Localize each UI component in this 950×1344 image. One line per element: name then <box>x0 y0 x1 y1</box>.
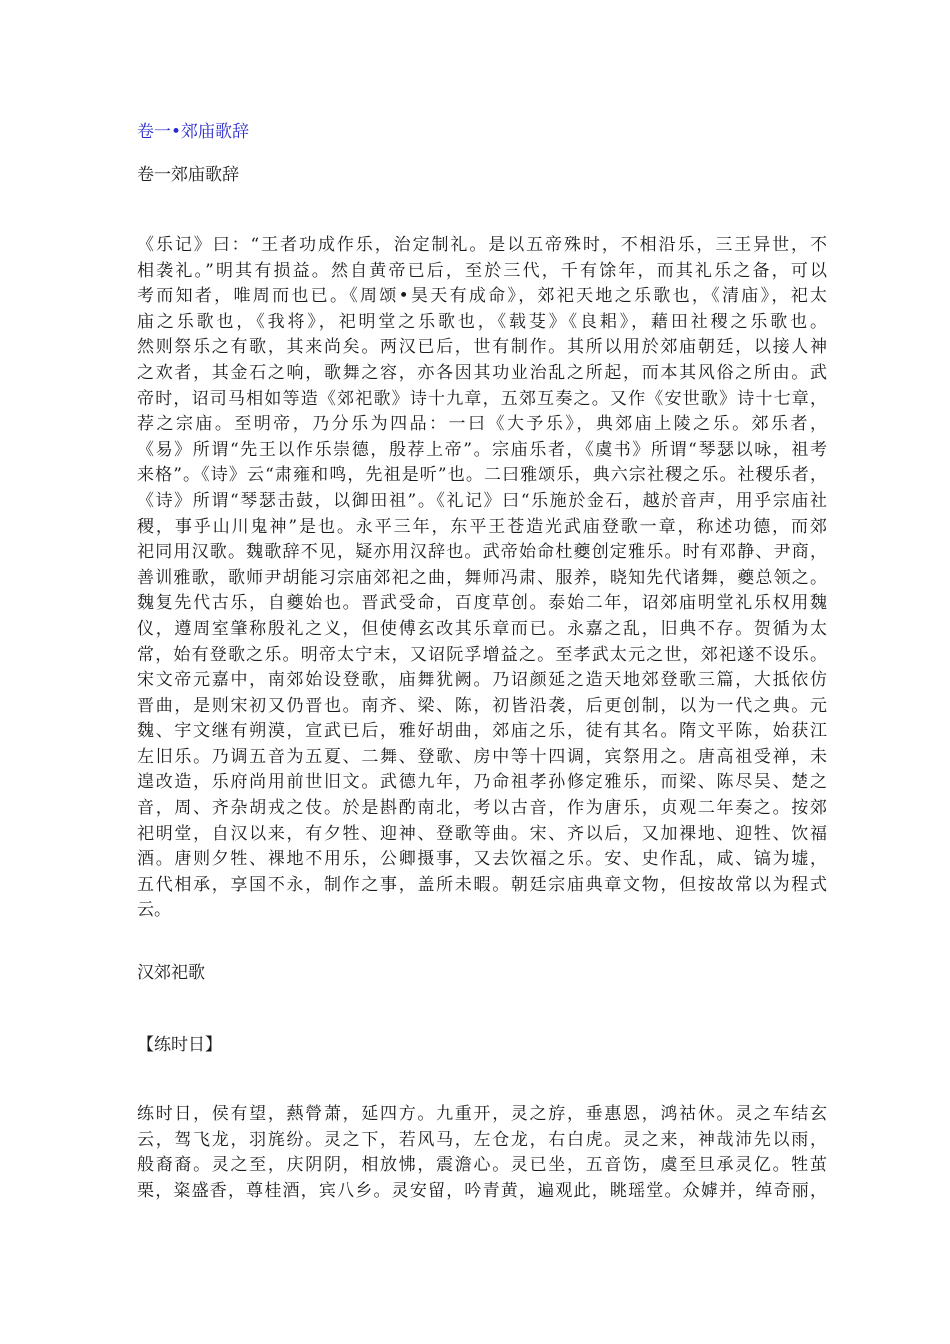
text-line: 栗，粢盛香，尊桂酒，宾八乡。灵安留，吟青黄，遍观此，眺瑶堂。众嫭并，绰奇丽， <box>137 1180 827 1201</box>
text-line: 魏复先代古乐，自夔始也。晋武受命，百度草创。泰始二年，诏郊庙明堂礼乐权用魏 <box>137 593 827 614</box>
text-line: 酒。唐则夕牲、祼地不用乐，公卿摄事，又去饮福之乐。安、史作乱，咸、镐为墟， <box>137 849 827 870</box>
intro-paragraph <box>137 233 827 924</box>
text-line: 祀同用汉歌。魏歌辞不见，疑亦用汉辞也。武帝始命杜夔创定雅乐。时有邓静、尹商， <box>137 542 827 563</box>
text-line: 仪，遵周室肇称殷礼之义，但使傅玄改其乐章而已。永嘉之乱，旧典不存。贺循为太 <box>137 618 827 639</box>
text-line: 荐之宗庙。至明帝，乃分乐为四品：一曰《大予乐》，典郊庙上陵之乐。郊乐者， <box>137 414 827 435</box>
text-line: 常，始有登歌之乐。明帝太宁末，又诏阮孚增益之。至孝武太元之世，郊祀遂不设乐。 <box>137 644 827 665</box>
text-line: 遑改造，乐府尚用前世旧文。武德九年，乃命祖孝孙修定雅乐，而梁、陈尽吴、楚之 <box>137 772 827 793</box>
poem-title: 【练时日】 <box>137 1035 222 1055</box>
text-line: 《诗》所谓“琴瑟击鼓，以御田祖”。《礼记》曰“乐施於金石，越於音声，用乎宗庙社 <box>137 490 827 511</box>
text-line: 云，驾飞龙，羽旄纷。灵之下，若风马，左仓龙，右白虎。灵之来，神哉沛先以雨， <box>137 1129 827 1150</box>
text-line: 善训雅歌，歌师尹胡能习宗庙郊祀之曲，舞师冯肃、服养，晓知先代诸舞，夔总领之。 <box>137 567 827 588</box>
text-line: 稷，事乎山川鬼神”是也。永平三年，东平王苍造光武庙登歌一章，称述功德，而郊 <box>137 516 827 537</box>
text-line: 之欢者，其金石之响，歌舞之容，亦各因其功业治乱之所起，而本其风俗之所由。武 <box>137 362 827 383</box>
text-line: 《乐记》曰：“王者功成作乐，治定制礼。是以五帝殊时，不相沿乐，三王异世，不 <box>137 235 827 255</box>
poem-paragraph <box>137 1102 827 1204</box>
volume-title-link[interactable]: 卷一•郊庙歌辞 <box>137 122 250 142</box>
text-line: 然则祭乐之有歌，其来尚矣。两汉已后，世有制作。其所以用於郊庙朝廷，以接人神 <box>137 337 827 358</box>
text-line: 帝时，诏司马相如等造《郊祀歌》诗十九章，五郊互奏之。又作《安世歌》诗十七章， <box>137 388 827 409</box>
text-line: 庙之乐歌也，《我将》，祀明堂之乐歌也，《载芟》《良耜》，藉田社稷之乐歌也。 <box>137 311 827 332</box>
text-line: 般裔裔。灵之至，庆阴阴，相放怫，震澹心。灵已坐，五音饬，虞至旦承灵亿。牲茧 <box>137 1155 827 1176</box>
text-line: 五代相承，享国不永，制作之事，盖所未暇。朝廷宗庙典章文物，但按故常以为程式 <box>137 874 827 895</box>
text-line: 祀明堂，自汉以来，有夕牲、迎神、登歌等曲。宋、齐以后，又加祼地、迎牲、饮福 <box>137 823 827 844</box>
text-line: 《易》所谓“先王以作乐崇德，殷荐上帝”。宗庙乐者，《虞书》所谓“琴瑟以咏，祖考 <box>137 439 827 460</box>
text-line: 相袭礼。”明其有损益。然自黄帝已后，至於三代，千有馀年，而其礼乐之备，可以 <box>137 260 827 281</box>
text-line: 魏、宇文继有朔漠，宣武已后，雅好胡曲，郊庙之乐，徒有其名。隋文平陈，始获江 <box>137 721 827 742</box>
text-line: 来格”。《诗》云“肃雍和鸣，先祖是听”也。二曰雅颂乐，典六宗社稷之乐。社稷乐者， <box>137 465 827 486</box>
section-title: 汉郊祀歌 <box>137 963 205 983</box>
text-line: 云。 <box>137 900 171 921</box>
text-line: 宋文帝元嘉中，南郊始设登歌，庙舞犹阙。乃诏颜延之造天地郊登歌三篇，大抵依仿 <box>137 670 827 691</box>
text-line: 晋曲，是则宋初又仍晋也。南齐、梁、陈，初皆沿袭，后更创制，以为一代之典。元 <box>137 695 827 716</box>
text-line: 音，周、齐杂胡戎之伎。於是斟酌南北，考以古音，作为唐乐，贞观二年奏之。按郊 <box>137 798 827 819</box>
volume-subtitle: 卷一郊庙歌辞 <box>137 165 239 185</box>
text-line: 左旧乐。乃调五音为五夏、二舞、登歌、房中等十四调，宾祭用之。唐高祖受禅，未 <box>137 746 827 767</box>
text-line: 考而知者，唯周而也已。《周颂•昊天有成命》，郊祀天地之乐歌也，《清庙》，祀太 <box>137 286 827 307</box>
text-line: 练时日，侯有望，爇膋萧，延四方。九重开，灵之斿，垂惠恩，鸿祜休。灵之车结玄 <box>137 1104 827 1124</box>
